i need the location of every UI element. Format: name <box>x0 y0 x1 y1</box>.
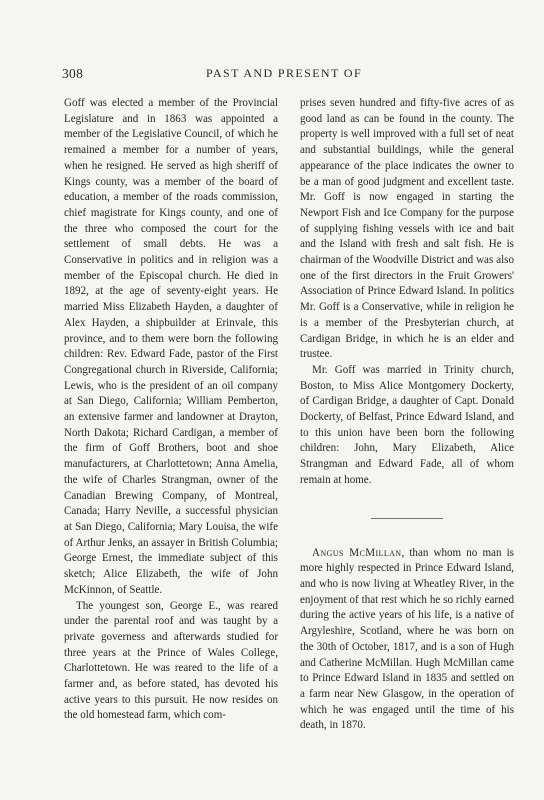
subject-name: Angus McMillan <box>312 546 402 559</box>
page-header <box>62 66 506 82</box>
paragraph: prises seven hundred and fifty-five acres of as good land as can be found in the county. The property is well improved with a full set of neat and substantial buildings, while the general appearance of the place indicates the owner to be a man of good judgment and excellent taste. Mr. Goff is now engaged in starting the Newport Fish and Ice Company for the purpose of supplying fishing vessels with ice and bait and the Island with fresh and salt fish. He is chairman of the Woodville District and was also one of the first directors in the Fruit Growers' Association of Prince Edward Island. In politics Mr. Goff is a Conservative, while in religion he is a member of the Presbyterian church, at Cardigan Bridge, in which he is an elder and trustee. <box>300 97 514 361</box>
paragraph: Goff was elected a member of the Provincial Legislature and in 1863 was appointed a member of the Legislative Council, of which he remained a member for a number of years, when he resigned. He served as high sheriff of Kings county, was a member of the board of education, a member of the roads commission, chief magistrate for Kings county, and one of the three who composed the court for the settlement of small debts. He was a Conservative in politics and in religion was a member of the Episcopal church. He died in 1892, at the age of seventy-eight years. He married Miss Elizabeth Hayden, a daughter of Alex Hayden, a shipbuilder at Erinvale, this province, and to them were born the following children: Rev. Edward Fade, pastor of the First Congregational church in Riverside, California; Lewis, who is the president of an oil company at San Diego, California; William Pemberton, an extensive farmer and landowner at Drayton, North Dakota; Richard Cardigan, a member of the firm of Goff Brothers, boot and shoe manufacturers, at Charlottetown; Anna Amelia, the wife of Charles Strangman, owner of the Canadian Brewing Company, of Montreal, Canada; Harry Neville, a successful physician at San Diego, California; Mary Louisa, the wife of Arthur Jenks, an assayer in British Columbia; George Ernest, the immediate subject of this sketch; Alice Elizabeth, the wife of John McKinnon, of Seattle. <box>64 97 278 596</box>
left-column <box>64 96 278 724</box>
right-column <box>300 96 514 734</box>
running-title: PAST AND PRESENT OF <box>205 66 363 80</box>
paragraph-text: , than whom no man is more highly respected in Prince Edward Island, and who is now living at Wheatley River, in the enjoyment of that rest which he so richly earned during the active years of his life, is a native of Argyleshire, Scotland, where he was born on the 30th of October, 1817, and is a son of Hugh and Catherine McMillan. Hugh McMillan came to Prince Edward Island in 1835 and settled on a farm near New Glasgow, in the operation of which he was engaged until the time of his death, in 1870. <box>300 546 514 732</box>
section-divider <box>371 518 443 519</box>
paragraph: The youngest son, George E., was reared under the parental roof and was taught by a private governess and afterwards studied for three years at the Prince of Wales College, Charlottetown. He was reared to the life of a farmer and, as before stated, has devoted his active years to this pursuit. He now resides on the old homestead farm, which com- <box>64 599 278 722</box>
paragraph <box>300 546 514 734</box>
paragraph: Mr. Goff was married in Trinity church, Boston, to Miss Alice Montgomery Dockerty, of Cardigan Bridge, a daughter of Capt. Donald Dockerty, of Belfast, Prince Edward Island, and to this union have been born the following children: John, Mary Elizabeth, Alice Strangman and Edward Fade, all of whom remain at home. <box>300 363 514 486</box>
page-number: 308 <box>62 66 84 81</box>
